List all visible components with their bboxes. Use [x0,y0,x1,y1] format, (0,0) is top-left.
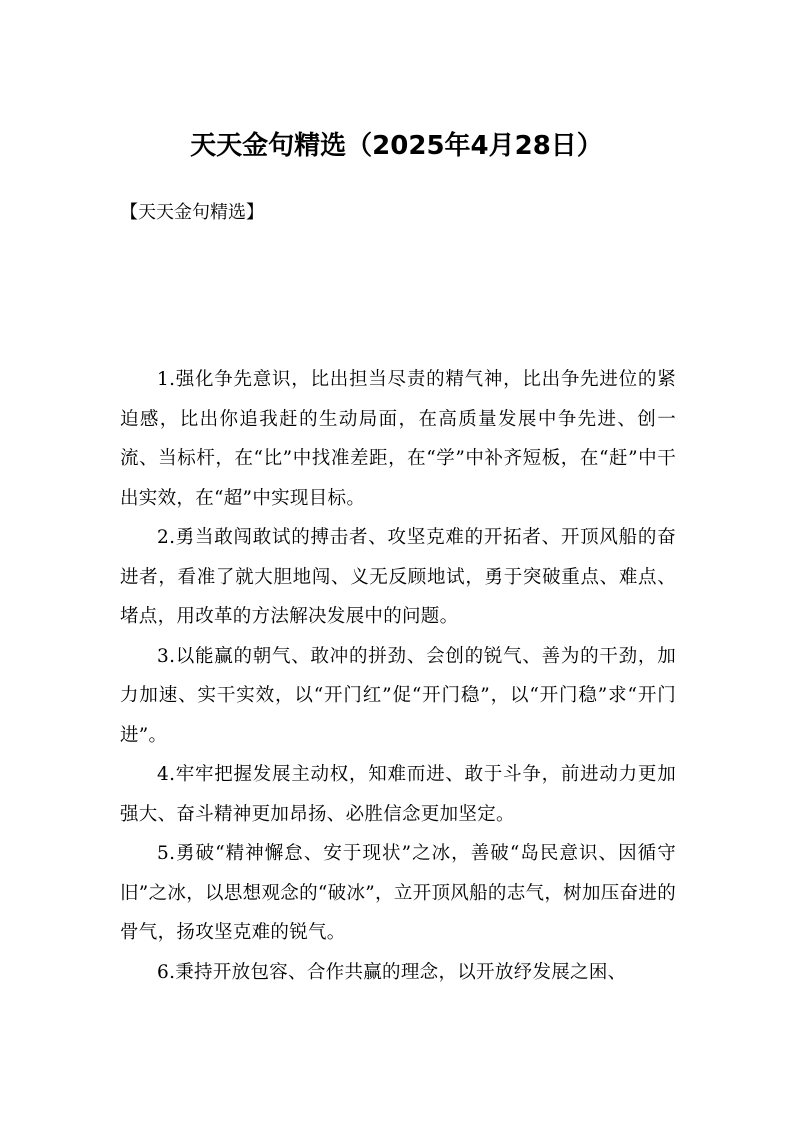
paragraph-4: 4.牢牢把握发展主动权，知难而进、敢于斗争，前进动力更加强大、奋斗精神更加昂扬、必胜信念更加坚定。 [120,764,676,825]
document-title: 天天金句精选（2025年4月28日） [190,131,603,161]
paragraph-2: 2.勇当敢闯敢试的搏击者、攻坚克难的开拓者、开顶风船的奋进者，看准了就大胆地闯、义无反顾地试，勇于突破重点、难点、堵点，用改革的方法解决发展中的问题。 [120,527,676,627]
document-body [120,360,676,992]
section-heading: 【天天金句精选】 [120,202,264,223]
paragraph-1: 1.强化争先意识，比出担当尽责的精气神，比出争先进位的紧迫感，比出你追我赶的生动局面，在高质量发展中争先进、创一流、当标杆，在“比”中找准差距，在“学”中补齐短板，在“赶”中干出实效，在“超”中实现目标。 [120,369,676,509]
paragraph-3: 3.以能赢的朝气、敢冲的拼劲、会创的锐气、善为的干劲，加力加速、实干实效，以“开门红”促“开门稳”，以“开门稳”求“开门进”。 [120,645,676,746]
paragraph-5: 5.勇破“精神懈怠、安于现状”之冰，善破“岛民意识、因循守旧”之冰，以思想观念的“破冰”，立开顶风船的志气，树加压奋进的骨气，扬攻坚克难的锐气。 [120,843,676,943]
paragraph-6: 6.秉持开放包容、合作共赢的理念，以开放纾发展之困、 [157,961,627,983]
